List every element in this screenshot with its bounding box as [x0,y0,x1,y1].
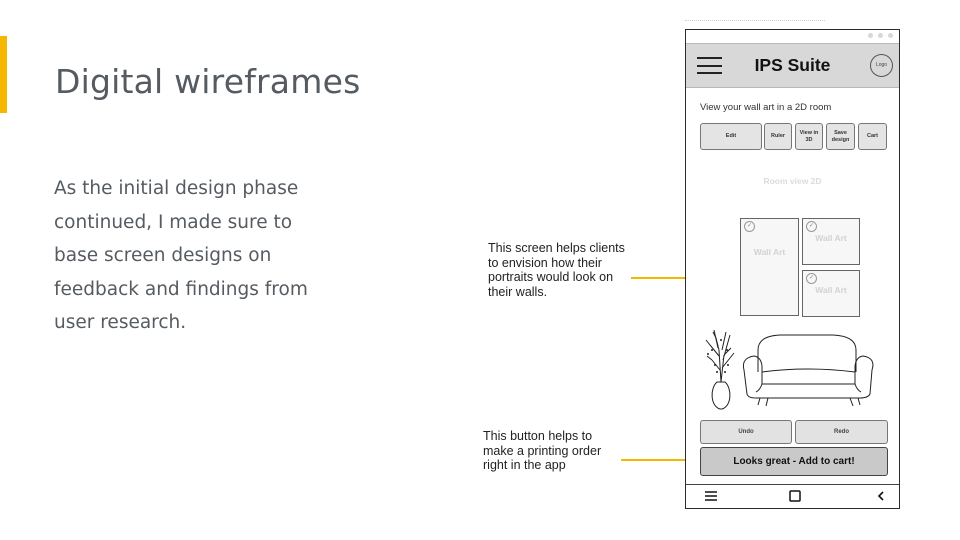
plant-vase-illustration [706,330,734,409]
status-bar [868,33,893,38]
wall-art-label: Wall Art [815,233,847,243]
nav-menu-icon[interactable] [704,489,718,503]
app-title: IPS Suite [754,55,831,75]
wall-art-label: Wall Art [815,285,847,295]
callout-button: This button helps to make a printing order right in the app [483,429,602,472]
nav-home-square-icon[interactable] [788,489,802,503]
save-design-button[interactable]: Save design [826,123,855,150]
edit-button[interactable]: Edit [700,123,762,150]
nav-back-chevron-icon[interactable] [874,489,888,503]
cart-button[interactable]: Cart [858,123,887,150]
wall-art-frame-top[interactable] [802,218,860,265]
wall-art-label: Wall Art [753,247,786,257]
room-view-label: Room view 2D [763,176,822,186]
redo-button[interactable]: Redo [795,420,888,444]
add-to-cart-button[interactable]: Looks great - Add to cart! [700,447,888,476]
body-paragraph: As the initial design phase continued, I made sure to base screen designs on feedback and findings from user research. [54,178,308,333]
ruler-button[interactable]: Ruler [764,123,792,150]
status-faint-line [685,20,825,27]
phone-wireframe [685,29,900,509]
wall-art-frame-large[interactable] [740,218,799,316]
screen-subtitle: View your wall art in a 2D room [700,102,832,113]
room-decor-illustration [700,310,880,415]
view-3d-button[interactable]: View in 3D [795,123,823,150]
checkmark-icon[interactable]: ✓ [806,221,817,232]
checkmark-icon[interactable]: ✓ [806,273,817,284]
callout-screen: This screen helps clients to envision how their portraits would look on their walls. [488,241,625,299]
app-header [686,43,899,88]
undo-button[interactable]: Undo [700,420,792,444]
accent-bar [0,36,7,113]
logo-placeholder-icon: Logo [870,54,893,77]
checkmark-icon[interactable]: ✓ [744,221,755,232]
android-nav-bar [686,484,899,508]
sofa-illustration [743,335,873,406]
slide-title: Digital wireframes [55,62,361,101]
